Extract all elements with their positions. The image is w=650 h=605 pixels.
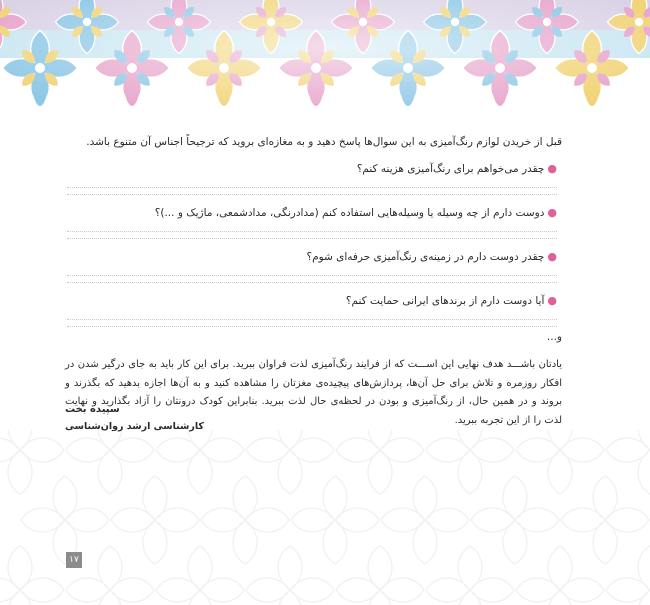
author-title: کارشناسی ارشد روان‌شناسی	[65, 421, 204, 432]
author-name: سپیده بخت	[65, 404, 120, 415]
answer-line	[67, 238, 557, 239]
question-3: ●چقدر دوست دارم در زمینه‌ی رنگ‌آمیزی حرفه‌ای شوم؟	[306, 250, 557, 263]
page-number: ۱۷	[66, 552, 82, 568]
floral-border-decoration	[0, 0, 650, 118]
answer-line	[67, 275, 557, 276]
answer-line	[67, 187, 557, 188]
closing-paragraph: یادتان باشـــد هدف نهایی این اســـت که از فرایند رنگ‌آمیزی لذت فراوان ببرید. برای این کار باید به جای درگیر شدن در افکار روزمره و تلاش برای حل آن‌ها، پردازش‌های پیچیده‌ی مغزتان را مشاهده کنید و به آن‌ها اجازه بدهید که بگذرند و بروند و در همین حال، از رنگ‌آمیزی و بودن در لحظه‌ی حال لذت ببرید. بنابراین کودک درونتان را آزاد بگذارید و نهایت لذت را از این تجربه ببرید.	[65, 359, 562, 426]
question-1: ●چقدر می‌خواهم برای رنگ‌آمیزی هزینه کنم؟	[356, 162, 557, 175]
bullet-icon: ●	[547, 250, 557, 263]
answer-line	[67, 231, 557, 232]
answer-line	[67, 326, 557, 327]
answer-line	[67, 282, 557, 283]
bullet-icon: ●	[547, 294, 557, 307]
etc-text: و...	[546, 331, 562, 343]
question-4: ●آیا دوست دارم از برندهای ایرانی حمایت کنم؟	[345, 294, 557, 307]
background-pattern	[0, 430, 650, 605]
intro-text: قبل از خریدن لوازم رنگ‌آمیزی به این سوال‌ها پاسخ دهید و به مغازه‌ای بروید که ترجیحاً اجناس آن متنوع باشد.	[86, 136, 562, 148]
answer-line	[67, 194, 557, 195]
answer-line	[67, 319, 557, 320]
question-2: ●دوست دارم از چه وسیله یا وسیله‌هایی استفاده کنم (مدادرنگی، مدادشمعی، ماژیک و ...)؟	[154, 206, 557, 219]
bullet-icon: ●	[547, 162, 557, 175]
bullet-icon: ●	[547, 206, 557, 219]
